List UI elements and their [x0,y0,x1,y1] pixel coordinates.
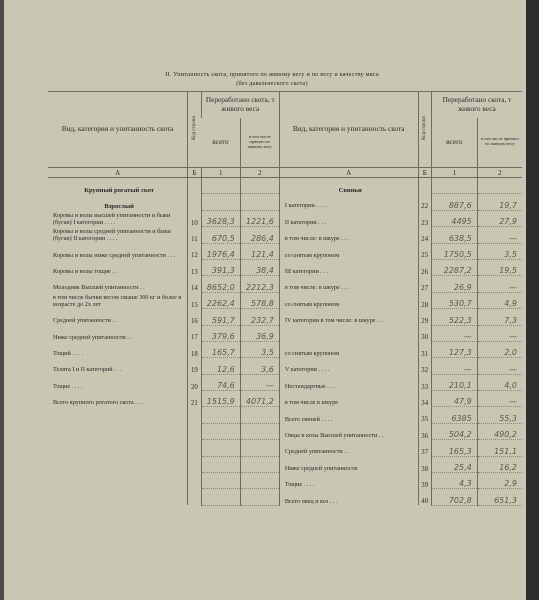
right-row-label: Всего свиней . . . . [279,407,418,423]
header-category-right: Вид, категория и упитанность скота [279,92,418,168]
col-letter: А [48,168,188,178]
right-value-total: 4495 [431,210,477,226]
left-value-total: 379,6 [201,325,240,341]
left-value-total [201,178,240,194]
table-row [48,194,522,210]
col-letter: 2 [477,168,522,178]
right-row-code: 28 [418,292,431,308]
right-row-code: 37 [418,440,431,456]
right-value-total: 47,9 [431,391,477,407]
left-value-total [201,407,240,423]
right-value-live-weight: — [477,325,522,341]
left-row-code [188,440,201,456]
right-value-live-weight: — [477,276,522,292]
left-value-total [201,423,240,439]
left-row-code: 13 [188,259,201,275]
left-row-code: 10 [188,210,201,226]
header-category-left: Вид, категория и упитанность скота [48,92,188,168]
left-value-total: 591,7 [201,309,240,325]
right-value-live-weight: 3,5 [477,243,522,259]
right-row-label: Тощие . . . . [279,473,418,489]
left-row-label: в том числе бычки весом свыше 300 кг и более в возрасте до 2х лет [53,294,182,308]
right-value-live-weight: 55,3 [477,407,522,423]
left-value-total [201,194,240,210]
right-value-total: 4,3 [431,473,477,489]
header-row-code-left: Код строки [188,92,201,168]
left-row-label [48,489,188,505]
left-row-label: Коровы и волы высшей упитанности и быки (бугаи) I категории . . . . [53,212,171,226]
table-row [48,309,522,325]
left-value-total [201,473,240,489]
left-value-live-weight: 578,8 [240,292,279,308]
left-row-code: 17 [188,325,201,341]
right-value-total: 530,7 [431,292,477,308]
right-row-code: 24 [418,227,431,243]
right-row-label: Свиньи [279,178,418,194]
right-value-total: 504,2 [431,423,477,439]
table-row [48,227,522,243]
right-row-label: со снятым крупоном [279,341,418,357]
right-row-label: Нестандартные . . . [279,374,418,390]
table-row [48,178,522,194]
left-value-total: 8652,0 [201,276,240,292]
right-value-total: 25,4 [431,456,477,472]
col-letter: 1 [201,168,240,178]
left-row-label: Молодняк Высшей упитанности . . [53,284,145,292]
right-value-live-weight [477,178,522,194]
left-row-label [48,456,188,472]
col-letter: А [279,168,418,178]
left-value-total [201,440,240,456]
table-row [48,374,522,390]
col-letter: Б [418,168,431,178]
right-row-label: IV категории в том числе: в шкуре . . . [279,309,418,325]
table-row [48,391,522,407]
left-row-code [188,423,201,439]
table-row [48,489,522,505]
right-row-code: 23 [418,210,431,226]
right-row-code: 38 [418,456,431,472]
left-row-label: Всего крупного рогатого скота . . . [53,399,143,407]
table-row [48,440,522,456]
right-row-code: 25 [418,243,431,259]
left-row-code [188,178,201,194]
col-letter: 1 [431,168,477,178]
left-row-code: 11 [188,227,201,243]
right-row-code: 30 [418,325,431,341]
right-row-label: в том числе: в шкуре . . . [279,276,418,292]
left-value-live-weight: 2212,3 [240,276,279,292]
left-row-label: Телята I и II категорий . . . [53,366,122,374]
table-row [48,473,522,489]
left-row-label: Взрослый [104,203,134,211]
table-row [48,407,522,423]
left-value-live-weight [240,178,279,194]
left-row-code: 19 [188,358,201,374]
table-row [48,276,522,292]
right-value-total: 1750,5 [431,243,477,259]
right-value-live-weight: — [477,227,522,243]
right-row-code: 34 [418,391,431,407]
right-row-label: со снятым крупоном [279,243,418,259]
right-row-label: V категории . . . . [279,358,418,374]
left-row-code: 15 [188,292,201,308]
right-value-live-weight: 2,0 [477,341,522,357]
left-value-total: 165,7 [201,341,240,357]
right-value-live-weight: 7,3 [477,309,522,325]
left-value-live-weight: 36,9 [240,325,279,341]
left-value-live-weight [240,456,279,472]
header-incl-right: в том числе принято по живому весу [477,118,522,168]
left-value-total: 1515,9 [201,391,240,407]
right-row-code: 27 [418,276,431,292]
table-row [48,259,522,275]
right-row-label: в том числе: в шкуре . . . [279,227,418,243]
table-row [48,456,522,472]
left-value-live-weight: 4071,2 [240,391,279,407]
left-row-code: 20 [188,374,201,390]
left-row-code: 21 [188,391,201,407]
right-row-code: 29 [418,309,431,325]
section-subtitle: (без давальческого скота) [236,80,308,87]
header-incl-left: в том числе принято по живому весу [240,118,279,168]
header-total-left: всего [212,137,229,147]
right-row-label [279,325,418,341]
right-value-total: 26,9 [431,276,477,292]
left-row-label [48,407,188,423]
right-value-total: 887,6 [431,194,477,210]
right-row-label: Средней упитанности . . [279,440,418,456]
left-value-live-weight: — [240,374,279,390]
left-value-live-weight [240,473,279,489]
right-row-label: Овцы и козы Высшей упитанности . . [279,423,418,439]
right-row-code: 33 [418,374,431,390]
left-row-code: 16 [188,309,201,325]
right-value-live-weight: 19,7 [477,194,522,210]
left-value-live-weight [240,407,279,423]
left-value-total [201,489,240,505]
table-row [48,325,522,341]
left-value-live-weight: 286,4 [240,227,279,243]
right-row-code: 22 [418,194,431,210]
right-value-total: 165,3 [431,440,477,456]
right-row-code: 31 [418,341,431,357]
right-value-live-weight: 4,0 [477,374,522,390]
left-row-code [188,456,201,472]
left-value-total: 74,6 [201,374,240,390]
left-row-code [188,194,201,210]
table-row [48,358,522,374]
left-row-label: Коровы и волы средней упитанности и быки (бугаи) II категории . . . . [53,228,171,243]
right-row-code: 35 [418,407,431,423]
right-value-live-weight: 16,2 [477,456,522,472]
header-processed-right: Переработано скота, т живого веса [431,92,522,118]
left-value-live-weight: 232,7 [240,309,279,325]
left-row-code [188,407,201,423]
right-value-live-weight: 490,2 [477,423,522,439]
right-value-total: 2287,2 [431,259,477,275]
right-value-total: — [431,325,477,341]
scan-edge [526,0,539,600]
right-row-label: в том числе в шкуре [279,391,418,407]
left-row-label [48,423,188,439]
right-row-label: Ниже средней упитанности [279,456,418,472]
left-value-live-weight [240,194,279,210]
left-row-code: 12 [188,243,201,259]
left-value-live-weight: 121,4 [240,243,279,259]
right-row-label: со снятым крупоном [279,292,418,308]
header-row-code-right: Код строки [418,92,431,168]
table-row [48,341,522,357]
right-row-label: Всего овец и коз . . . [279,489,418,505]
left-value-live-weight [240,489,279,505]
right-value-total: 210,1 [431,374,477,390]
left-row-label [48,440,188,456]
right-row-code: 40 [418,489,431,505]
table-row [48,292,522,308]
right-value-total: — [431,358,477,374]
right-value-total: 6385 [431,407,477,423]
left-value-live-weight: 38,4 [240,259,279,275]
left-row-code [188,473,201,489]
table-row [48,210,522,226]
right-value-total [431,178,477,194]
header-total-right: всего [431,118,477,168]
left-value-live-weight: 1221,6 [240,210,279,226]
left-row-label: Коровы и волы ниже средней упитанности . . . [53,251,176,259]
table-row [48,243,522,259]
col-letter: Б [188,168,201,178]
right-row-code [418,178,431,194]
right-value-total: 522,3 [431,309,477,325]
left-row-label: Средней упитанности . . [53,317,118,325]
right-value-total: 702,8 [431,489,477,505]
right-row-code: 36 [418,423,431,439]
left-value-total: 1976,4 [201,243,240,259]
left-value-total: 391,3 [201,259,240,275]
section-title: II. Упитанность скота, принятого по живому весу и по весу и качеству мяса [165,71,379,78]
right-row-code: 39 [418,473,431,489]
right-row-code: 26 [418,259,431,275]
left-value-total: 3628,3 [201,210,240,226]
left-value-live-weight: 3,6 [240,358,279,374]
left-row-code [188,489,201,505]
left-row-label: Ниже средней упитанности . . [53,333,132,341]
right-row-label: I категории . . . . [279,194,418,210]
livestock-table [48,91,522,506]
right-value-live-weight: 27,9 [477,210,522,226]
left-row-label: Тощие . . . . [53,382,83,390]
right-value-live-weight: 2,9 [477,473,522,489]
left-value-total [201,456,240,472]
left-value-total: 2262,4 [201,292,240,308]
header-processed-left: Переработано скота, т живого веса [201,92,279,118]
left-value-live-weight [240,440,279,456]
left-row-label: Тощий . . . . [53,349,84,357]
right-row-label: III категории . . . [279,259,418,275]
col-letter: 2 [240,168,279,178]
table-row [48,423,522,439]
right-value-live-weight: 19,5 [477,259,522,275]
left-row-label: Коровы и волы тощие . . [53,268,117,276]
left-value-total: 670,5 [201,227,240,243]
right-row-label: II категории . . . [279,210,418,226]
right-value-live-weight: 651,3 [477,489,522,505]
right-value-live-weight: — [477,391,522,407]
left-value-total: 12,6 [201,358,240,374]
left-value-live-weight [240,423,279,439]
right-value-total: 638,5 [431,227,477,243]
left-value-live-weight: 3,5 [240,341,279,357]
right-value-live-weight: 4,9 [477,292,522,308]
right-value-live-weight: — [477,358,522,374]
right-value-live-weight: 151,1 [477,440,522,456]
left-row-label [48,473,188,489]
right-row-code: 32 [418,358,431,374]
left-row-code: 18 [188,341,201,357]
left-row-code: 14 [188,276,201,292]
left-row-label: Крупный рогатый скот [84,186,155,194]
right-value-total: 127,3 [431,341,477,357]
